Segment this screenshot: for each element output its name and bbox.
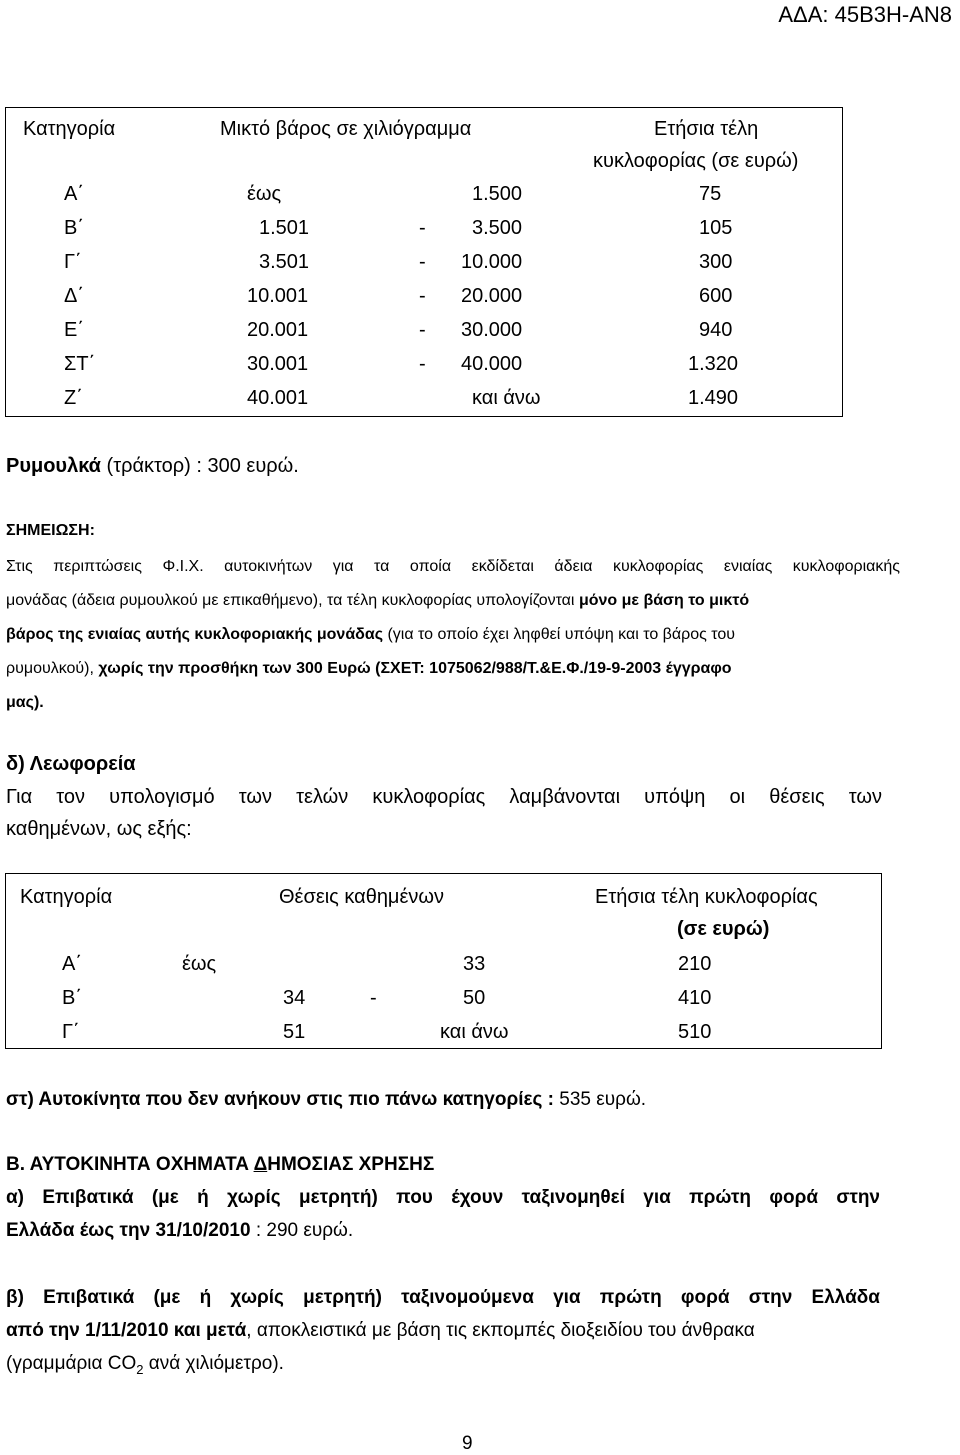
t1-fee: 1.320: [688, 353, 739, 375]
note-line-2: [6, 592, 749, 610]
t1-sep: -: [419, 285, 426, 307]
section-b-heading-underlined: Δ: [253, 1154, 268, 1175]
t1-sep: -: [419, 251, 426, 273]
t2-fee: 510: [678, 1021, 712, 1043]
t1-sep: -: [419, 319, 426, 341]
t1-to: 40.000: [461, 353, 523, 375]
note-line-1: [6, 558, 900, 576]
t1-from: 40.001: [247, 387, 309, 409]
t2-to: και άνω: [440, 1021, 509, 1043]
section-b-b-date: από την 1/11/2010 και μετά: [6, 1320, 247, 1341]
t1-from: 3.501: [259, 251, 310, 273]
tractors-line: [6, 455, 299, 478]
t2-header-fee-2: (σε ευρώ): [677, 918, 770, 940]
co2-subscript: 2: [136, 1361, 144, 1377]
t1-cat: Δ΄: [64, 285, 85, 307]
note-line-3: [6, 626, 735, 644]
section-b-b-text-3: (γραμμάρια CO: [6, 1353, 137, 1374]
t2-fee: 210: [678, 953, 712, 975]
t1-fee: 940: [699, 319, 733, 341]
t2-from: 51: [283, 1021, 306, 1043]
t1-from: 1.501: [259, 217, 310, 239]
t2-cat: Α΄: [62, 953, 82, 975]
buses-heading: δ) Λεωφορεία: [6, 753, 136, 775]
note-heading: ΣΗΜΕΙΩΣΗ:: [6, 522, 95, 539]
t1-fee: 75: [699, 183, 722, 205]
t1-to: 3.500: [472, 217, 523, 239]
t1-fee: 600: [699, 285, 733, 307]
t1-sep: -: [419, 353, 426, 375]
t2-cat: Β΄: [62, 987, 82, 1009]
t1-to: 10.000: [461, 251, 523, 273]
t2-header-seats: Θέσεις καθημένων: [279, 886, 444, 908]
note-emphasis: χωρίς την προσθήκη των 300 Ευρώ: [98, 660, 371, 677]
buses-line-1: [6, 786, 882, 809]
t2-to: 33: [463, 953, 486, 975]
page-number: 9: [462, 1433, 473, 1454]
t1-fee: 105: [699, 217, 733, 239]
note-line-4: [6, 660, 732, 678]
t1-from: 20.001: [247, 319, 309, 341]
t2-from: 34: [283, 987, 306, 1009]
section-b-heading-text: Β. ΑΥΤΟΚΙΝΗΤΑ ΟΧΗΜΑΤΑ: [6, 1154, 254, 1175]
bus-seats-table: [5, 873, 882, 1049]
section-b-b-text-4: ανά χιλιόμετρο).: [143, 1353, 284, 1374]
section-b-b-line-1: [6, 1287, 880, 1309]
t1-cat: Γ΄: [64, 251, 82, 273]
note-text: (για το οποίο έχει ληφθεί υπόψη και το βάρος του: [383, 626, 736, 643]
t1-header-fee-1: Ετήσια τέλη: [654, 118, 759, 140]
other-cars-label: στ) Αυτοκίνητα που δεν ανήκουν στις πιο πάνω κατηγορίες :: [6, 1089, 555, 1110]
t1-cat: Ε΄: [64, 319, 84, 341]
t1-cat: Ζ΄: [64, 387, 83, 409]
section-b-heading: [6, 1154, 434, 1176]
t1-to: 20.000: [461, 285, 523, 307]
t2-header-category: Κατηγορία: [20, 886, 113, 908]
t2-sep: -: [370, 987, 377, 1009]
section-b-a-line-2: [6, 1220, 353, 1242]
section-b-a-text: α) Επιβατικά (με ή χωρίς μετρητή) που έχουν ταξινομηθεί για πρώτη φορά στην: [6, 1187, 880, 1208]
other-cars-fee: 535 ευρώ.: [554, 1089, 647, 1110]
note-emphasis: βάρος της ενιαίας αυτής κυκλοφοριακής μονάδας: [6, 626, 384, 643]
t1-to: και άνω: [472, 387, 541, 409]
tractors-fee: (τράκτορ) : 300 ευρώ.: [100, 455, 299, 477]
section-b-a-fee: : 290 ευρώ.: [250, 1220, 354, 1241]
section-b-heading-end: ΗΜΟΣΙΑΣ ΧΡΗΣΗΣ: [267, 1154, 435, 1175]
t1-from: 10.001: [247, 285, 309, 307]
t1-to: 30.000: [461, 319, 523, 341]
note-text: ρυμουλκού),: [6, 660, 99, 677]
t2-header-fee-1: Ετήσια τέλη κυκλοφορίας: [595, 886, 818, 908]
note-line-5: μας).: [6, 694, 44, 711]
t1-header-category: Κατηγορία: [23, 118, 116, 140]
section-b-b-text-2: , αποκλειστικά με βάση τις εκπομπές διοξειδίου του άνθρακα: [246, 1320, 755, 1341]
note-emphasis: μόνο με βάση το μικτό: [578, 592, 750, 609]
t1-cat: Α΄: [64, 183, 84, 205]
t2-from: έως: [182, 953, 217, 975]
t1-fee: 300: [699, 251, 733, 273]
t2-fee: 410: [678, 987, 712, 1009]
t1-from: 30.001: [247, 353, 309, 375]
t1-to: 1.500: [472, 183, 523, 205]
section-b-a-line-1: [6, 1187, 880, 1209]
vehicle-weight-table: [5, 107, 843, 417]
t1-fee: 1.490: [688, 387, 739, 409]
section-b-b-line-2: [6, 1320, 755, 1342]
section-b-b-text: β) Επιβατικά (με ή χωρίς μετρητή) ταξινομούμενα για πρώτη φορά στην Ελλάδα: [6, 1287, 880, 1308]
t1-header-weight: Μικτό βάρος σε χιλιόγραμμα: [220, 118, 472, 140]
section-b-b-line-3: [6, 1353, 284, 1377]
t1-cat: Β΄: [64, 217, 84, 239]
t1-header-fee-2: κυκλοφορίας (σε ευρώ): [593, 150, 799, 172]
other-cars-line: [6, 1089, 646, 1111]
buses-line-2: καθημένων, ως εξής:: [6, 818, 192, 840]
buses-text: Για τον υπολογισμό των τελών κυκλοφορίας λαμβάνονται υπόψη οι θέσεις των: [6, 786, 882, 808]
section-b-a-date: Ελλάδα έως την 31/10/2010: [6, 1220, 251, 1241]
t1-sep: -: [419, 217, 426, 239]
t2-to: 50: [463, 987, 486, 1009]
t2-cat: Γ΄: [62, 1021, 80, 1043]
note-reference: (ΣΧΕΤ: 1075062/988/Τ.&Ε.Φ./19-9-2003 έγγραφο: [370, 660, 732, 677]
t1-from: έως: [247, 183, 282, 205]
note-text: Στις περιπτώσεις Φ.Ι.Χ. αυτοκινήτων για τα οποία εκδίδεται άδεια κυκλοφορίας ενιαίας κυκλοφοριακής: [6, 558, 900, 575]
t1-cat: ΣΤ΄: [64, 353, 96, 375]
tractors-label: Ρυμουλκά: [6, 455, 101, 477]
document-code: ΑΔΑ: 45Β3Η-ΑΝ8: [778, 2, 952, 27]
note-text: μονάδας (άδεια ρυμουλκού με επικαθήμενο), τα τέλη κυκλοφορίας υπολογίζονται: [6, 592, 579, 609]
